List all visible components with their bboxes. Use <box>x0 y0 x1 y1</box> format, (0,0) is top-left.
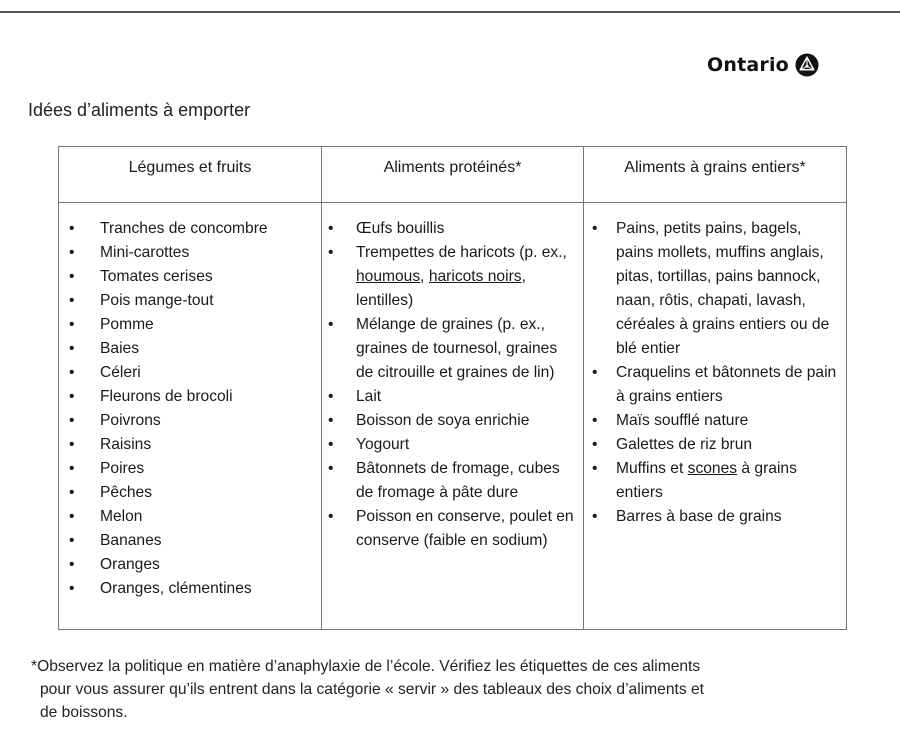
list-item: • Muffins et scones à grains entiers <box>584 457 840 505</box>
list-item: • Pêches <box>59 481 315 505</box>
list-item: • Poires <box>59 457 315 481</box>
column-cell-vegetables-fruits <box>59 203 322 630</box>
list-protein-foods <box>322 203 583 553</box>
list-item: • Poisson en conserve, poulet en conserve (faible en sodium) <box>322 505 577 553</box>
column-header-protein-foods: Aliments protéinés* <box>322 147 584 203</box>
list-item: • Maïs soufflé nature <box>584 409 840 433</box>
list-item: • Galettes de riz brun <box>584 433 840 457</box>
list-item: • Œufs bouillis <box>322 217 577 241</box>
list-item: • Baies <box>59 337 315 361</box>
trillium-icon <box>795 53 819 77</box>
page-title: Idées d’aliments à emporter <box>28 100 251 120</box>
ontario-logo <box>707 53 819 77</box>
list-item: • Melon <box>59 505 315 529</box>
column-header-vegetables-fruits: Légumes et fruits <box>59 147 322 203</box>
logo-wordmark: Ontario <box>707 54 789 76</box>
list-item: • Raisins <box>59 433 315 457</box>
list-item: • Poivrons <box>59 409 315 433</box>
list-vegetables-fruits <box>59 203 321 601</box>
footnote <box>31 655 851 724</box>
list-item: • Craquelins et bâtonnets de pain à grains entiers <box>584 361 840 409</box>
list-item: • Pomme <box>59 313 315 337</box>
list-item: • Trempettes de haricots (p. ex., houmous, haricots noirs, lentilles) <box>322 241 577 313</box>
list-item: • Tranches de concombre <box>59 217 315 241</box>
list-item: • Bâtonnets de fromage, cubes de fromage à pâte dure <box>322 457 577 505</box>
list-item: • Barres à base de grains <box>584 505 840 529</box>
list-item: • Mélange de graines (p. ex., graines de tournesol, graines de citrouille et graines de lin) <box>322 313 577 385</box>
list-item: • Pains, petits pains, bagels, pains mollets, muffins anglais, pitas, tortillas, pains bannock, naan, rôtis, chapati, lavash, céréales à grains entiers ou de blé entier <box>584 217 840 361</box>
list-item: • Mini-carottes <box>59 241 315 265</box>
list-item: • Yogourt <box>322 433 577 457</box>
footnote-line: pour vous assurer qu’ils entrent dans la catégorie « servir » des tableaux des choix d’aliments et <box>40 681 704 698</box>
column-cell-whole-grains <box>584 203 847 630</box>
footnote-line: de boissons. <box>40 704 128 721</box>
list-item: • Céleri <box>59 361 315 385</box>
header-rule <box>0 11 900 13</box>
list-item: • Fleurons de brocoli <box>59 385 315 409</box>
list-item: • Oranges <box>59 553 315 577</box>
list-item: • Lait <box>322 385 577 409</box>
column-cell-protein-foods <box>322 203 584 630</box>
list-item: • Oranges, clémentines <box>59 577 315 601</box>
list-item: • Pois mange-tout <box>59 289 315 313</box>
footnote-line: *Observez la politique en matière d’anaphylaxie de l’école. Vérifiez les étiquettes de ces aliments <box>31 658 701 675</box>
list-item: • Boisson de soya enrichie <box>322 409 577 433</box>
list-item: • Tomates cerises <box>59 265 315 289</box>
list-whole-grains <box>584 203 846 529</box>
food-ideas-table <box>58 146 847 630</box>
column-header-whole-grains: Aliments à grains entiers* <box>584 147 847 203</box>
list-item: • Bananes <box>59 529 315 553</box>
